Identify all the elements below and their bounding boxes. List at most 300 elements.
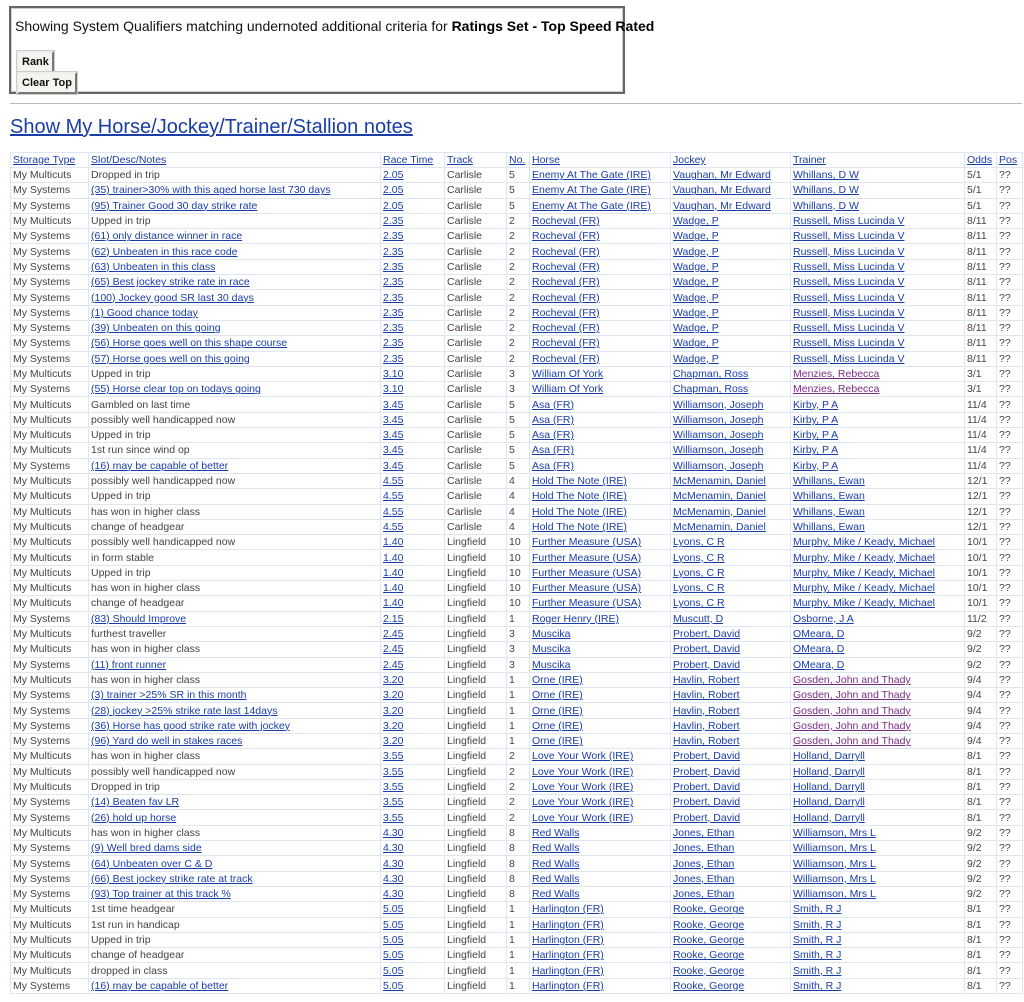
storage-type-cell: My Systems <box>11 382 89 397</box>
race-time-cell <box>381 733 445 748</box>
jockey-link[interactable]: Havlin, Robert <box>673 689 740 702</box>
horse-link[interactable]: Orne (IRE) <box>532 704 583 717</box>
jockey-link[interactable]: Rooke, George <box>673 964 745 977</box>
horse-link[interactable]: Love Your Work (IRE) <box>532 750 634 763</box>
race-time-link[interactable]: 2.35 <box>383 291 404 304</box>
jockey-link[interactable]: Wadge, P <box>673 337 719 350</box>
table-row <box>11 489 1023 504</box>
horse-link[interactable]: Harlington (FR) <box>532 933 604 946</box>
horse-link[interactable]: Orne (IRE) <box>532 735 583 748</box>
jockey-link[interactable]: McMenamin, Daniel <box>673 520 766 533</box>
race-time-link[interactable]: 4.30 <box>383 857 404 870</box>
horse-link[interactable]: Hold The Note (IRE) <box>532 505 627 518</box>
horse-link[interactable]: Love Your Work (IRE) <box>532 811 634 824</box>
jockey-link[interactable]: Vaughan, Mr Edward <box>673 199 771 212</box>
jockey-link[interactable]: Lyons, C R <box>673 566 725 579</box>
horse-link[interactable]: Further Measure (USA) <box>532 551 642 564</box>
horse-link[interactable]: Harlington (FR) <box>532 964 604 977</box>
trainer-link[interactable]: Murphy, Mike / Keady, Michael <box>793 582 935 595</box>
jockey-link[interactable]: Wadge, P <box>673 260 719 273</box>
trainer-link[interactable]: Holland, Darryll <box>793 781 865 794</box>
horse-link[interactable]: Enemy At The Gate (IRE) <box>532 169 651 182</box>
trainer-link[interactable]: Murphy, Mike / Keady, Michael <box>793 551 935 564</box>
trainer-link[interactable]: Holland, Darryll <box>793 765 865 778</box>
jockey-link[interactable]: Jones, Ethan <box>673 872 735 885</box>
race-time-link[interactable]: 3.20 <box>383 704 404 717</box>
trainer-link[interactable]: Williamson, Mrs L <box>793 872 876 885</box>
race-time-link[interactable]: 4.55 <box>383 520 404 533</box>
trainer-link[interactable]: Smith, R J <box>793 903 842 916</box>
horse-link[interactable]: Asa (FR) <box>532 444 574 457</box>
race-time-link[interactable]: 3.45 <box>383 413 404 426</box>
horse-link[interactable]: Rocheval (FR) <box>532 276 600 289</box>
jockey-link[interactable]: Wadge, P <box>673 322 719 335</box>
jockey-link[interactable]: Vaughan, Mr Edward <box>673 169 771 182</box>
trainer-link[interactable]: Murphy, Mike / Keady, Michael <box>793 536 935 549</box>
race-time-link[interactable]: 3.20 <box>383 735 404 748</box>
horse-link[interactable]: Further Measure (USA) <box>532 566 642 579</box>
trainer-link[interactable]: Murphy, Mike / Keady, Michael <box>793 597 935 610</box>
trainer-link[interactable]: OMeara, D <box>793 628 845 641</box>
race-time-link[interactable]: 1.40 <box>383 536 404 549</box>
trainer-link[interactable]: Menzies, Rebecca <box>793 368 880 380</box>
storage-type-cell: My Systems <box>11 290 89 305</box>
trainer-link[interactable]: Williamson, Mrs L <box>793 857 876 870</box>
jockey-link[interactable]: Rooke, George <box>673 933 745 946</box>
trainer-link[interactable]: OMeara, D <box>793 658 845 671</box>
jockey-link[interactable]: McMenamin, Daniel <box>673 475 766 488</box>
header-horse[interactable]: Horse <box>530 153 671 168</box>
jockey-link[interactable]: Williamson, Joseph <box>673 444 764 457</box>
race-time-link[interactable]: 3.55 <box>383 750 404 763</box>
header-race-time[interactable]: Race Time <box>381 153 445 168</box>
trainer-link[interactable]: OMeara, D <box>793 643 845 656</box>
track-cell: Carlisle <box>445 382 507 397</box>
jockey-link[interactable]: Muscutt, D <box>673 612 724 625</box>
race-time-link[interactable]: 5.05 <box>383 964 404 977</box>
odds-cell: 8/11 <box>965 305 997 320</box>
race-time-link[interactable]: 2.45 <box>383 643 404 656</box>
horse-link[interactable]: Roger Henry (IRE) <box>532 612 619 625</box>
race-time-link[interactable]: 2.35 <box>383 260 404 273</box>
jockey-link[interactable]: Probert, David <box>673 628 741 641</box>
race-time-link[interactable]: 1.40 <box>383 597 404 610</box>
jockey-link[interactable]: McMenamin, Daniel <box>673 490 766 503</box>
odds-cell: 9/2 <box>965 642 997 657</box>
trainer-link[interactable]: Murphy, Mike / Keady, Michael <box>793 566 935 579</box>
race-time-cell <box>381 229 445 244</box>
horse-link[interactable]: Rocheval (FR) <box>532 245 600 258</box>
race-time-link[interactable]: 5.05 <box>383 949 404 962</box>
horse-link[interactable]: Asa (FR) <box>532 459 574 472</box>
header-trainer[interactable]: Trainer <box>791 153 965 168</box>
horse-link[interactable]: Orne (IRE) <box>532 719 583 732</box>
horse-link[interactable]: Muscika <box>532 658 571 671</box>
horse-link[interactable]: Harlington (FR) <box>532 918 604 931</box>
trainer-link[interactable]: Kirby, P A <box>793 413 839 426</box>
trainer-link[interactable]: Whillans, Ewan <box>793 520 865 533</box>
system-note-link[interactable]: (62) Unbeaten in this race code <box>91 245 238 258</box>
jockey-link[interactable]: Probert, David <box>673 811 741 824</box>
race-time-link[interactable]: 3.10 <box>383 383 404 396</box>
system-note-link[interactable]: (3) trainer >25% SR in this month <box>91 689 247 702</box>
race-time-link[interactable]: 3.20 <box>383 673 404 686</box>
race-time-cell <box>381 718 445 733</box>
race-time-link[interactable]: 2.35 <box>383 215 404 228</box>
jockey-link[interactable]: Jones, Ethan <box>673 857 735 870</box>
jockey-link[interactable]: Wadge, P <box>673 215 719 228</box>
horse-link[interactable]: Hold The Note (IRE) <box>532 490 627 503</box>
system-note-link[interactable]: (1) Good chance today <box>91 306 198 319</box>
system-note-link[interactable]: (65) Best jockey strike rate in race <box>91 276 250 289</box>
storage-type-cell: My Systems <box>11 841 89 856</box>
race-time-link[interactable]: 4.55 <box>383 475 404 488</box>
race-time-link[interactable]: 5.05 <box>383 903 404 916</box>
jockey-cell <box>671 504 791 519</box>
jockey-link[interactable]: Rooke, George <box>673 903 745 916</box>
race-time-link[interactable]: 2.35 <box>383 276 404 289</box>
trainer-link[interactable]: Russell, Miss Lucinda V <box>793 276 905 289</box>
race-time-link[interactable]: 3.45 <box>383 398 404 411</box>
horse-link[interactable]: Red Walls <box>532 826 580 839</box>
system-note-link[interactable]: (39) Unbeaten on this going <box>91 322 221 335</box>
system-note-link[interactable]: (14) Beaten fav LR <box>91 796 180 809</box>
header-odds[interactable]: Odds <box>965 153 997 168</box>
jockey-link[interactable]: McMenamin, Daniel <box>673 505 766 518</box>
race-time-cell <box>381 290 445 305</box>
clear-top-button[interactable]: Clear Top <box>17 72 77 94</box>
jockey-link[interactable]: Jones, Ethan <box>673 888 735 901</box>
number-cell: 2 <box>507 779 530 794</box>
jockey-link[interactable]: Havlin, Robert <box>673 673 740 686</box>
system-note-link[interactable]: (64) Unbeaten over C & D <box>91 857 213 870</box>
horse-link[interactable]: Enemy At The Gate (IRE) <box>532 199 651 212</box>
jockey-link[interactable]: Williamson, Joseph <box>673 398 764 411</box>
trainer-cell <box>791 183 965 198</box>
race-time-cell <box>381 213 445 228</box>
race-time-cell <box>381 917 445 932</box>
horse-link[interactable]: Harlington (FR) <box>532 979 604 992</box>
trainer-link[interactable]: Holland, Darryll <box>793 750 865 763</box>
race-time-link[interactable]: 1.40 <box>383 582 404 595</box>
horse-link[interactable]: Rocheval (FR) <box>532 322 600 335</box>
horse-link[interactable]: Harlington (FR) <box>532 949 604 962</box>
jockey-link[interactable]: Wadge, P <box>673 306 719 319</box>
system-note-link[interactable]: (63) Unbeaten in this class <box>91 260 216 273</box>
odds-cell: 9/2 <box>965 871 997 886</box>
trainer-link[interactable]: Russell, Miss Lucinda V <box>793 215 905 228</box>
race-time-cell <box>381 351 445 366</box>
header-pos[interactable]: Pos <box>997 153 1023 168</box>
slot-desc-cell <box>89 611 381 626</box>
race-time-link[interactable]: 4.30 <box>383 826 404 839</box>
race-time-link[interactable]: 2.05 <box>383 199 404 212</box>
jockey-cell <box>671 841 791 856</box>
jockey-link[interactable]: Lyons, C R <box>673 597 725 610</box>
horse-cell <box>530 902 671 917</box>
jockey-link[interactable]: Rooke, George <box>673 979 745 992</box>
horse-link[interactable]: Rocheval (FR) <box>532 215 600 228</box>
table-row <box>11 672 1023 687</box>
race-time-link[interactable]: 4.55 <box>383 505 404 518</box>
trainer-cell <box>791 565 965 580</box>
trainer-cell <box>791 779 965 794</box>
race-time-link[interactable]: 3.10 <box>383 368 404 380</box>
trainer-link[interactable]: Whillans, D W <box>793 169 859 182</box>
jockey-link[interactable]: Jones, Ethan <box>673 826 735 839</box>
jockey-link[interactable]: Rooke, George <box>673 949 745 962</box>
system-note-link[interactable]: (83) Should Improve <box>91 612 187 625</box>
system-note-link[interactable]: (66) Best jockey strike rate at track <box>91 872 253 885</box>
storage-type-cell: My Multicuts <box>11 412 89 427</box>
horse-link[interactable]: Asa (FR) <box>532 429 574 442</box>
race-time-link[interactable]: 3.45 <box>383 459 404 472</box>
horse-link[interactable]: Harlington (FR) <box>532 903 604 916</box>
system-note-link[interactable]: (57) Horse goes well on this going <box>91 352 250 365</box>
rank-button[interactable]: Rank <box>17 51 54 73</box>
horse-link[interactable]: Love Your Work (IRE) <box>532 781 634 794</box>
jockey-link[interactable]: Havlin, Robert <box>673 735 740 748</box>
trainer-link[interactable]: Russell, Miss Lucinda V <box>793 230 905 243</box>
race-time-link[interactable]: 2.35 <box>383 230 404 243</box>
jockey-link[interactable]: Wadge, P <box>673 352 719 365</box>
trainer-link[interactable]: Smith, R J <box>793 918 842 931</box>
race-time-link[interactable]: 4.30 <box>383 872 404 885</box>
jockey-cell <box>671 749 791 764</box>
header-slot-desc-notes[interactable]: Slot/Desc/Notes <box>89 153 381 168</box>
race-time-link[interactable]: 2.05 <box>383 184 404 197</box>
trainer-link[interactable]: Russell, Miss Lucinda V <box>793 322 905 335</box>
system-note-link[interactable]: (26) hold up horse <box>91 811 177 824</box>
jockey-cell <box>671 382 791 397</box>
race-time-link[interactable]: 2.15 <box>383 612 404 625</box>
system-note-link[interactable]: (35) trainer>30% with this aged horse last 730 days <box>91 184 331 197</box>
race-time-link[interactable]: 2.35 <box>383 337 404 350</box>
trainer-link[interactable]: Russell, Miss Lucinda V <box>793 291 905 304</box>
race-time-link[interactable]: 4.30 <box>383 842 404 855</box>
jockey-cell <box>671 688 791 703</box>
race-time-cell <box>381 963 445 978</box>
race-time-cell <box>381 198 445 213</box>
system-note-link[interactable]: (96) Yard do well in stakes races <box>91 735 243 748</box>
trainer-link[interactable]: Whillans, Ewan <box>793 505 865 518</box>
trainer-link[interactable]: Williamson, Mrs L <box>793 888 876 901</box>
horse-link[interactable]: Rocheval (FR) <box>532 352 600 365</box>
slot-desc-cell: Upped in trip <box>89 366 381 381</box>
horse-link[interactable]: Love Your Work (IRE) <box>532 796 634 809</box>
jockey-link[interactable]: Lyons, C R <box>673 582 725 595</box>
system-note-link[interactable]: (36) Horse has good strike rate with jockey <box>91 719 291 732</box>
horse-link[interactable]: Red Walls <box>532 857 580 870</box>
trainer-link[interactable]: Menzies, Rebecca <box>793 383 880 396</box>
horse-link[interactable]: Further Measure (USA) <box>532 597 642 610</box>
trainer-link[interactable]: Whillans, Ewan <box>793 490 865 503</box>
race-time-link[interactable]: 1.40 <box>383 551 404 564</box>
jockey-link[interactable]: Williamson, Joseph <box>673 413 764 426</box>
track-cell: Carlisle <box>445 366 507 381</box>
table-row <box>11 596 1023 611</box>
horse-link[interactable]: Hold The Note (IRE) <box>532 520 627 533</box>
system-note-link[interactable]: (95) Trainer Good 30 day strike rate <box>91 199 258 212</box>
trainer-link[interactable]: Gosden, John and Thady <box>793 689 911 702</box>
jockey-link[interactable]: Lyons, C R <box>673 536 725 549</box>
jockey-link[interactable]: Vaughan, Mr Edward <box>673 184 771 197</box>
header-no[interactable]: No. <box>507 153 530 168</box>
horse-link[interactable]: Orne (IRE) <box>532 673 583 686</box>
jockey-link[interactable]: Williamson, Joseph <box>673 429 764 442</box>
odds-cell: 10/1 <box>965 581 997 596</box>
trainer-link[interactable]: Russell, Miss Lucinda V <box>793 337 905 350</box>
jockey-cell <box>671 642 791 657</box>
jockey-link[interactable]: Williamson, Joseph <box>673 459 764 472</box>
horse-link[interactable]: Asa (FR) <box>532 398 574 411</box>
trainer-link[interactable]: Smith, R J <box>793 979 842 992</box>
jockey-link[interactable]: Rooke, George <box>673 918 745 931</box>
jockey-cell <box>671 366 791 381</box>
jockey-link[interactable]: Chapman, Ross <box>673 383 749 396</box>
jockey-link[interactable]: Probert, David <box>673 765 741 778</box>
race-time-link[interactable]: 3.20 <box>383 689 404 702</box>
race-time-link[interactable]: 2.35 <box>383 245 404 258</box>
table-row <box>11 733 1023 748</box>
trainer-link[interactable]: Kirby, P A <box>793 429 839 442</box>
trainer-link[interactable]: Osborne, J A <box>793 612 854 625</box>
horse-link[interactable]: Rocheval (FR) <box>532 260 600 273</box>
system-note-link[interactable]: (16) may be capable of better <box>91 979 229 992</box>
pos-cell: ?? <box>997 290 1023 305</box>
trainer-link[interactable]: Smith, R J <box>793 933 842 946</box>
trainer-link[interactable]: Whillans, D W <box>793 199 859 212</box>
system-note-link[interactable]: (28) jockey >25% strike rate last 14days <box>91 704 278 717</box>
system-note-link[interactable]: (9) Well bred dams side <box>91 842 202 855</box>
race-time-cell <box>381 458 445 473</box>
race-time-link[interactable]: 2.05 <box>383 169 404 182</box>
race-time-link[interactable]: 5.05 <box>383 933 404 946</box>
horse-link[interactable]: Enemy At The Gate (IRE) <box>532 184 651 197</box>
jockey-link[interactable]: Wadge, P <box>673 245 719 258</box>
horse-link[interactable]: William Of York <box>532 368 604 380</box>
trainer-link[interactable]: Russell, Miss Lucinda V <box>793 306 905 319</box>
horse-link[interactable]: Muscika <box>532 643 571 656</box>
trainer-link[interactable]: Holland, Darryll <box>793 811 865 824</box>
horse-cell <box>530 795 671 810</box>
header-storage-type[interactable]: Storage Type <box>11 153 89 168</box>
trainer-link[interactable]: Gosden, John and Thady <box>793 673 911 686</box>
trainer-link[interactable]: Gosden, John and Thady <box>793 704 911 717</box>
trainer-link[interactable]: Whillans, D W <box>793 184 859 197</box>
trainer-link[interactable]: Holland, Darryll <box>793 796 865 809</box>
race-time-link[interactable]: 3.55 <box>383 765 404 778</box>
header-jockey[interactable]: Jockey <box>671 153 791 168</box>
system-note-link[interactable]: (11) front runner <box>91 658 167 671</box>
race-time-link[interactable]: 3.20 <box>383 719 404 732</box>
horse-link[interactable]: Rocheval (FR) <box>532 230 600 243</box>
system-note-link[interactable]: (55) Horse clear top on todays going <box>91 383 261 396</box>
jockey-link[interactable]: Wadge, P <box>673 276 719 289</box>
race-time-link[interactable]: 2.45 <box>383 628 404 641</box>
jockey-link[interactable]: Probert, David <box>673 750 741 763</box>
system-note-link[interactable]: (100) Jockey good SR last 30 days <box>91 291 254 304</box>
trainer-link[interactable]: Whillans, Ewan <box>793 475 865 488</box>
system-note-link[interactable]: (93) Top trainer at this track % <box>91 888 231 901</box>
trainer-link[interactable]: Russell, Miss Lucinda V <box>793 245 905 258</box>
system-note-link[interactable]: (61) only distance winner in race <box>91 230 243 243</box>
show-notes-link[interactable]: Show My Horse/Jockey/Trainer/Stallion notes <box>10 116 413 138</box>
trainer-link[interactable]: Smith, R J <box>793 964 842 977</box>
horse-link[interactable]: Hold The Note (IRE) <box>532 475 627 488</box>
jockey-link[interactable]: Lyons, C R <box>673 551 725 564</box>
number-cell: 2 <box>507 810 530 825</box>
race-time-link[interactable]: 5.05 <box>383 918 404 931</box>
horse-link[interactable]: William Of York <box>532 383 604 396</box>
trainer-link[interactable]: Kirby, P A <box>793 459 839 472</box>
race-time-link[interactable]: 3.55 <box>383 796 404 809</box>
horse-link[interactable]: Asa (FR) <box>532 413 574 426</box>
race-time-link[interactable]: 4.30 <box>383 888 404 901</box>
horse-link[interactable]: Muscika <box>532 628 571 641</box>
storage-type-cell: My Systems <box>11 229 89 244</box>
table-row <box>11 382 1023 397</box>
race-time-link[interactable]: 3.55 <box>383 811 404 824</box>
jockey-link[interactable]: Probert, David <box>673 781 741 794</box>
race-time-link[interactable]: 4.55 <box>383 490 404 503</box>
race-time-link[interactable]: 2.35 <box>383 352 404 365</box>
system-note-link[interactable]: (56) Horse goes well on this shape course <box>91 337 288 350</box>
trainer-link[interactable]: Gosden, John and Thady <box>793 719 911 732</box>
trainer-link[interactable]: Kirby, P A <box>793 398 839 411</box>
horse-link[interactable]: Orne (IRE) <box>532 689 583 702</box>
race-time-link[interactable]: 2.35 <box>383 322 404 335</box>
race-time-link[interactable]: 5.05 <box>383 979 404 992</box>
horse-link[interactable]: Red Walls <box>532 842 580 855</box>
race-time-link[interactable]: 2.35 <box>383 306 404 319</box>
jockey-link[interactable]: Wadge, P <box>673 230 719 243</box>
jockey-link[interactable]: Wadge, P <box>673 291 719 304</box>
horse-link[interactable]: Rocheval (FR) <box>532 337 600 350</box>
horse-link[interactable]: Red Walls <box>532 872 580 885</box>
race-time-link[interactable]: 3.55 <box>383 781 404 794</box>
jockey-link[interactable]: Havlin, Robert <box>673 704 740 717</box>
horse-link[interactable]: Further Measure (USA) <box>532 536 642 549</box>
trainer-link[interactable]: Williamson, Mrs L <box>793 826 876 839</box>
trainer-link[interactable]: Russell, Miss Lucinda V <box>793 352 905 365</box>
race-time-link[interactable]: 1.40 <box>383 566 404 579</box>
trainer-link[interactable]: Williamson, Mrs L <box>793 842 876 855</box>
horse-link[interactable]: Love Your Work (IRE) <box>532 765 634 778</box>
jockey-link[interactable]: Jones, Ethan <box>673 842 735 855</box>
jockey-link[interactable]: Chapman, Ross <box>673 368 749 380</box>
trainer-cell <box>791 550 965 565</box>
jockey-link[interactable]: Probert, David <box>673 643 741 656</box>
horse-link[interactable]: Further Measure (USA) <box>532 582 642 595</box>
race-time-link[interactable]: 3.45 <box>383 444 404 457</box>
jockey-link[interactable]: Probert, David <box>673 796 741 809</box>
trainer-link[interactable]: Gosden, John and Thady <box>793 735 911 748</box>
jockey-cell <box>671 963 791 978</box>
trainer-link[interactable]: Russell, Miss Lucinda V <box>793 260 905 273</box>
jockey-link[interactable]: Havlin, Robert <box>673 719 740 732</box>
jockey-link[interactable]: Probert, David <box>673 658 741 671</box>
race-time-link[interactable]: 3.45 <box>383 429 404 442</box>
system-note-link[interactable]: (16) may be capable of better <box>91 459 229 472</box>
trainer-link[interactable]: Smith, R J <box>793 949 842 962</box>
horse-link[interactable]: Rocheval (FR) <box>532 291 600 304</box>
horse-link[interactable]: Rocheval (FR) <box>532 306 600 319</box>
horse-link[interactable]: Red Walls <box>532 888 580 901</box>
race-time-link[interactable]: 2.45 <box>383 658 404 671</box>
trainer-link[interactable]: Kirby, P A <box>793 444 839 457</box>
header-track[interactable]: Track <box>445 153 507 168</box>
